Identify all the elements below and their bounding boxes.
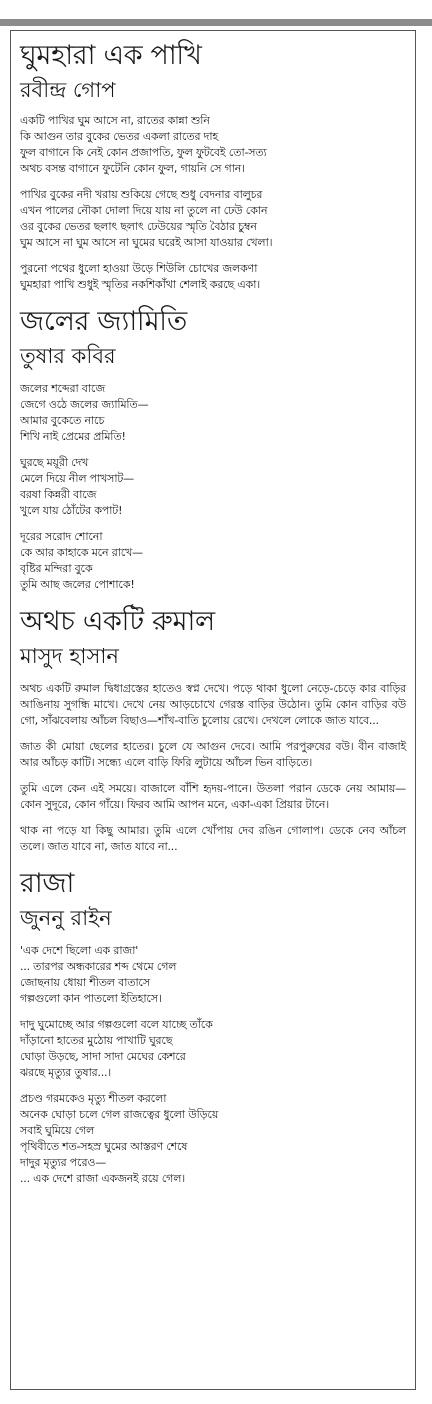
poem-stanza <box>20 113 406 177</box>
poem-line: বরষা কিন্নরী বাজে <box>20 488 97 501</box>
poem-line: অথচ বসন্ত বাগানে ফুটেনি কোন ফুল, গায়নি সে গান। <box>20 162 245 175</box>
poem-author: তুষার কবির <box>20 344 116 368</box>
poem-line: দাদুর মৃত্যুর পরেও— <box>20 1156 107 1169</box>
poem-paragraph: অথচ একটি রুমাল দ্বিধাগ্রস্তের হাতেও স্বপ্ন দেখে। পড়ে থাকা ধুলো নেড়ে-চেড়ে কার বাড়ির আঙিনায় সুগন্ধি মাখে। দেখে নেয় আড়চোখে গেরস্ত বাড়ির উঠোন। তুমি কোন বাড়ির বউ গো, সাঁঝবেলায় আঁচল বিছাও—শাঁখ-বাতি চুলোয় রেখে। দেখলে লোকে জাত যাবে... <box>20 682 406 727</box>
poem-line: প্রচণ্ড গরমকেও মৃত্যু শীতল করলো <box>20 1092 167 1105</box>
poem-title: জলের জ্যামিতি <box>20 306 187 337</box>
poem-line: জলের শব্দেরা বাজে <box>20 382 105 395</box>
poem-stanza <box>20 381 406 445</box>
poem-line: জোছনায় ধোয়া শীতল বাতাসে <box>20 976 150 989</box>
poem-line: বৃষ্টির মন্দিরা বুকে <box>20 562 93 575</box>
poem-title: অথচ একটি রুমাল <box>20 606 215 637</box>
poem-line: 'এক দেশে ছিলো এক রাজা' <box>20 944 139 957</box>
poem-othocho-ekti-rumal <box>20 603 406 855</box>
top-separator-bar <box>0 0 432 26</box>
poem-line: ঘোড়া উড়ছে, সাদা সাদা মেঘের কেশরে <box>20 1050 186 1063</box>
poem-line: শিখি নাই প্রেমের প্রমিতি! <box>20 430 126 443</box>
poem-line: ফুল বাগানে কি নেই কোন প্রজাপতি, ফুল ফুটবেই তো-সত্য <box>20 146 267 159</box>
poem-line: পুরনো পথের ধুলো হাওয়া উড়ে শিউলি চোখের জলকণা <box>20 262 258 275</box>
poem-line: সবাই ঘুমিয়ে গেল <box>20 1124 95 1137</box>
poem-line: ওর বুকের ভেতর ছলাৎ ছলাৎ ঢেউয়ের স্মৃতি বৈঠার চুম্বন <box>20 220 257 233</box>
poem-author: জুননু রাইন <box>20 906 112 930</box>
poem-title: ঘুমহারা এক পাখি <box>20 40 202 71</box>
poem-line: ... এক দেশে রাজা একজনই রয়ে গেল। <box>20 1172 185 1185</box>
poem-line: একটি পাখির ঘুম আসে না, রাতের কান্না শুনি <box>20 114 210 127</box>
poem-line: ... তারপর অন্ধকারের শব্দ থেমে গেল <box>20 960 177 973</box>
poem-line: পৃথিবীতে শত-সহস্র ঘুমের আস্তরণ শেষে <box>20 1140 188 1153</box>
poem-ghumhara-ek-pakhi <box>20 37 406 293</box>
poem-line: তুমি আছ জলের পোশাকে! <box>20 578 135 591</box>
poem-line: আমার বুকেতে নাচে <box>20 414 105 427</box>
poem-stanza <box>20 261 406 293</box>
poem-line: ঘুমহারা পাখি শুধুই স্মৃতির নকশিকাঁথা শেলাই করছে একা। <box>20 278 261 291</box>
poem-stanza <box>20 1017 406 1081</box>
poem-paragraph: জাত কী মোয়া ছেলের হাতের। চুলে যে আগুন দেবে। আমি পরপুরুষের বউ। বীন বাজাই আর আঁচড় কাটি। সন্ধ্যে এলে বাড়ি ফিরি লুটায়ে আঁচল ভিন বাড়িতে। <box>20 740 406 769</box>
poem-stanza <box>20 187 406 251</box>
poem-line: দাদু ঘুমোচ্ছে আর গল্পগুলো বলে যাচ্ছে তাঁকে <box>20 1018 213 1031</box>
poem-stanza <box>20 943 406 1007</box>
poem-stanza <box>20 1091 406 1187</box>
poem-line: দাঁড়ানো হাতের মুঠোয় পাখাটি ঘুরছে <box>20 1034 173 1047</box>
poem-author: রবীন্দ্র গোপ <box>20 78 116 102</box>
poem-author: মাসুদ হাসান <box>20 644 119 668</box>
poem-line: এখন পালের নৌকা দোলা দিয়ে যায় না তুলে না ঢেউ কোন <box>20 204 268 217</box>
poem-line: পাখির বুকের নদী খরায় শুকিয়ে গেছে শুধু বেদনার বালুচর <box>20 188 263 201</box>
poem-paragraph: থাক না পড়ে যা কিছু আমার। তুমি এলে খোঁপায় দেব রঙিন গোলাপ। ডেকে নেব আঁচল তলে। জাত যাবে না, জাত যাবে না... <box>20 824 406 853</box>
poem-line: খুলে যায় ঠোঁটের কপাট! <box>20 504 123 517</box>
poem-title: রাজা <box>20 868 75 899</box>
poem-line: মেলে দিয়ে নীল পাখসাট— <box>20 472 134 485</box>
poem-line: গল্পগুলো কান পাতলো ইতিহাসে। <box>20 992 162 1005</box>
poem-line: ঘুরছে ময়ূরী দেখ <box>20 456 89 469</box>
poem-line: অনেক ঘোড়া চলে গেল রাজত্বের ধুলো উড়িয়ে <box>20 1108 219 1121</box>
poem-line: কে আর কাহাকে মনে রাখে— <box>20 546 143 559</box>
poem-line: ঘুম আসে না ঘুম আসে না ঘুমের ঘরেই আসা যাওয়ার খেলা। <box>20 236 273 249</box>
poetry-page-frame <box>10 30 416 1390</box>
poem-raja <box>20 865 406 1187</box>
poem-line: কি আগুন তার বুকের ভেতর একলা রাতের দাহ <box>20 130 218 143</box>
poem-line: ঝরছে মৃত্যুর তুষার...। <box>20 1066 112 1079</box>
poem-line: দূরের সরোদ শোনো <box>20 530 103 543</box>
poem-paragraph: তুমি এলে কেন এই সময়ে। বাজালে বাঁশি হৃদয়-পানে। উতলা পরান ডেকে নেয় আমায়—কোন সুদূরে, কোন গাঁয়ে। ফিরব আমি আপন মনে, একা-একা প্রিয়ার টানে। <box>20 782 406 811</box>
poem-stanza <box>20 455 406 519</box>
poem-line: জেগে ওঠে জলের জ্যামিতি— <box>20 398 149 411</box>
poem-joler-jyamiti <box>20 303 406 593</box>
poem-stanza <box>20 529 406 593</box>
